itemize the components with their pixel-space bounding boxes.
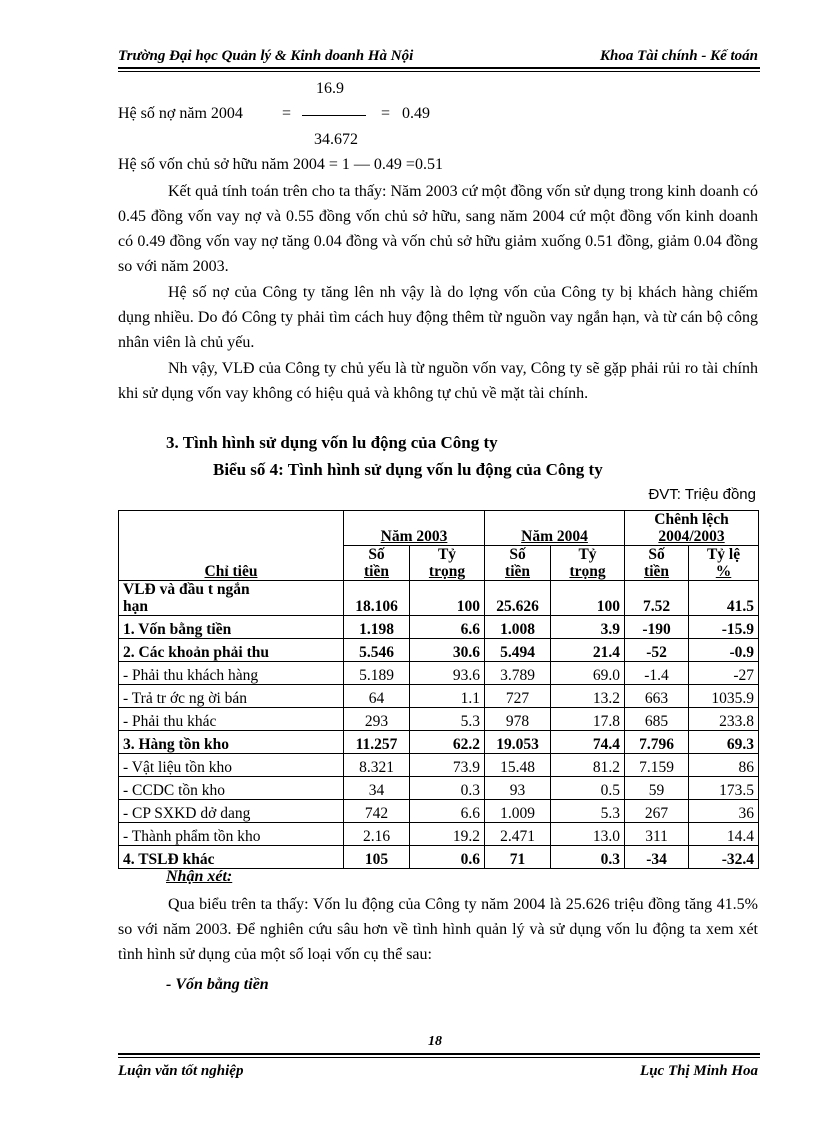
formula-numerator: 16.9 <box>316 80 344 97</box>
cell: 62.2 <box>410 731 485 754</box>
cell: 5.189 <box>344 662 410 685</box>
table-row <box>119 685 759 708</box>
cell: 5.494 <box>485 639 551 662</box>
header-criteria: Chỉ tiêu <box>119 511 344 581</box>
cell: 6.6 <box>410 616 485 639</box>
remarks-paragraph: Qua biểu trên ta thấy: Vốn lu động của Công ty năm 2004 là 25.626 triệu đồng tăng 41.5% so với năm 2003. Để nghiên cứu sâu hơn về tình hình quản lý và sử dụng vốn lu động ta xem xét tình hình sử dụng của một số loại vốn cụ thể sau: <box>118 896 758 963</box>
row-label: - Phải thu khách hàng <box>119 662 344 685</box>
cell: 19.2 <box>410 823 485 846</box>
cell: -1.4 <box>625 662 689 685</box>
cell: 3.9 <box>551 616 625 639</box>
row-label: VLĐ và đầu t ngắn hạn <box>119 581 344 616</box>
row-label: 3. Hàng tồn kho <box>119 731 344 754</box>
cell: 2.471 <box>485 823 551 846</box>
footer-rule <box>118 1053 760 1055</box>
formula-eq2: = <box>381 105 391 122</box>
cell: 13.2 <box>551 685 625 708</box>
cell: 742 <box>344 800 410 823</box>
cell: 71 <box>485 846 551 869</box>
row-label: 4. TSLĐ khác <box>119 846 344 869</box>
cell: 11.257 <box>344 731 410 754</box>
cell: 727 <box>485 685 551 708</box>
remarks-title: Nhận xét: <box>166 868 233 885</box>
formula-denominator: 34.672 <box>314 131 358 148</box>
paragraph-1: Kết quả tính toán trên cho ta thấy: Năm 2003 cứ một đồng vốn sử dụng trong kinh doanh có 0.45 đồng vốn vay nợ và 0.55 đồng vốn chủ sở hữu, sang năm 2004 cứ một đồng vốn kinh doanh có 0.49 đồng vốn vay nợ tăng 0.04 đồng và vốn chủ sở hữu giảm xuống 0.51 đồng, giảm 0.04 đồng so với năm 2003. <box>118 183 758 275</box>
cell: -190 <box>625 616 689 639</box>
cell: 5.3 <box>410 708 485 731</box>
cell: 233.8 <box>689 708 759 731</box>
sub-ratio-2003: Tỷ trọng <box>410 546 485 581</box>
sub-amount-2004: Số tiền <box>485 546 551 581</box>
row-label: - Vật liệu tồn kho <box>119 754 344 777</box>
formula-label: Hệ số nợ năm 2004 <box>118 105 243 122</box>
cell: 1.198 <box>344 616 410 639</box>
cell: 311 <box>625 823 689 846</box>
row-label: - CCDC tồn kho <box>119 777 344 800</box>
header-year-2003: Năm 2003 <box>344 511 485 546</box>
cell: 1.1 <box>410 685 485 708</box>
paragraph-2: Hệ số nợ của Công ty tăng lên nh vậy là do lợng vốn của Công ty bị khách hàng chiếm dụng nhiều. Do đó Công ty phải tìm cách huy động thêm từ nguồn vay ngắn hạn, và từ cán bộ công nhân viên là chủ yếu. <box>118 284 758 351</box>
page-number: 18 <box>428 1034 442 1049</box>
table-row <box>119 823 759 846</box>
cell: 105 <box>344 846 410 869</box>
table-title: Biểu số 4: Tình hình sử dụng vốn lu động của Công ty <box>213 460 603 479</box>
table-row <box>119 708 759 731</box>
cell: 173.5 <box>689 777 759 800</box>
sub-pct-diff: Tỷ lệ % <box>689 546 759 581</box>
footer-thesis: Luận văn tốt nghiệp <box>118 1063 244 1079</box>
cell: 3.789 <box>485 662 551 685</box>
section-heading: 3. Tình hình sử dụng vốn lu động của Công ty <box>166 433 498 452</box>
cell: 41.5 <box>689 581 759 616</box>
table-row <box>119 754 759 777</box>
footer-author: Lục Thị Minh Hoa <box>640 1063 758 1079</box>
fraction-bar <box>302 115 366 116</box>
cell: 5.3 <box>551 800 625 823</box>
cell: 14.4 <box>689 823 759 846</box>
cell: 69.0 <box>551 662 625 685</box>
row-label: - CP SXKD dở dang <box>119 800 344 823</box>
header-difference: Chênh lệch 2004/2003 <box>625 511 759 546</box>
cell: 1.008 <box>485 616 551 639</box>
row-label: 1. Vốn bằng tiền <box>119 616 344 639</box>
sub-ratio-2004: Tỷ trọng <box>551 546 625 581</box>
header-school: Trường Đại học Quản lý & Kinh doanh Hà Nội <box>118 48 414 64</box>
cell: 1035.9 <box>689 685 759 708</box>
cell: -32.4 <box>689 846 759 869</box>
cell: 2.16 <box>344 823 410 846</box>
formula-result: 0.49 <box>402 105 430 122</box>
cell: 100 <box>410 581 485 616</box>
cell: 7.159 <box>625 754 689 777</box>
sub-amount-2003: Số tiền <box>344 546 410 581</box>
cell: 73.9 <box>410 754 485 777</box>
cell: 663 <box>625 685 689 708</box>
cell: 293 <box>344 708 410 731</box>
row-label: 2. Các khoản phải thu <box>119 639 344 662</box>
cell: -27 <box>689 662 759 685</box>
row-label: - Trả tr ớc ng ời bán <box>119 685 344 708</box>
footer-rule-thin <box>118 1057 760 1058</box>
cell: 0.3 <box>551 846 625 869</box>
cell: 100 <box>551 581 625 616</box>
cell: 74.4 <box>551 731 625 754</box>
table-row <box>119 639 759 662</box>
cell: 18.106 <box>344 581 410 616</box>
table-row <box>119 616 759 639</box>
formula-eq1: = <box>282 105 292 122</box>
cell: 1.009 <box>485 800 551 823</box>
equity-ratio-line: Hệ số vốn chủ sở hữu năm 2004 = 1 — 0.49 =0.51 <box>118 156 443 173</box>
cell: 15.48 <box>485 754 551 777</box>
cell: -52 <box>625 639 689 662</box>
cell: 36 <box>689 800 759 823</box>
header-year-2004: Năm 2004 <box>485 511 625 546</box>
cell: 59 <box>625 777 689 800</box>
working-capital-table <box>118 510 759 869</box>
cell: 69.3 <box>689 731 759 754</box>
cell: 17.8 <box>551 708 625 731</box>
header-faculty: Khoa Tài chính - Kế toán <box>600 48 758 64</box>
bullet-cash: - Vốn bằng tiền <box>166 976 269 993</box>
cell: 93 <box>485 777 551 800</box>
cell: -15.9 <box>689 616 759 639</box>
cell: 7.52 <box>625 581 689 616</box>
cell: -0.9 <box>689 639 759 662</box>
cell: 0.3 <box>410 777 485 800</box>
table-row <box>119 731 759 754</box>
table-row <box>119 777 759 800</box>
cell: 6.6 <box>410 800 485 823</box>
cell: 25.626 <box>485 581 551 616</box>
row-label: - Thành phẩm tồn kho <box>119 823 344 846</box>
cell: 0.6 <box>410 846 485 869</box>
cell: 685 <box>625 708 689 731</box>
header-rule <box>118 67 760 69</box>
row-label: - Phải thu khác <box>119 708 344 731</box>
table-row <box>119 846 759 869</box>
cell: 8.321 <box>344 754 410 777</box>
table-row-total <box>119 581 759 616</box>
cell: 19.053 <box>485 731 551 754</box>
cell: 0.5 <box>551 777 625 800</box>
unit-label: ĐVT: Triệu đồng <box>648 486 756 503</box>
cell: 93.6 <box>410 662 485 685</box>
table-row <box>119 800 759 823</box>
cell: 5.546 <box>344 639 410 662</box>
cell: 267 <box>625 800 689 823</box>
table-row <box>119 662 759 685</box>
cell: 34 <box>344 777 410 800</box>
cell: 978 <box>485 708 551 731</box>
cell: 7.796 <box>625 731 689 754</box>
cell: 64 <box>344 685 410 708</box>
cell: 81.2 <box>551 754 625 777</box>
cell: 86 <box>689 754 759 777</box>
cell: 21.4 <box>551 639 625 662</box>
cell: -34 <box>625 846 689 869</box>
sub-amount-diff: Số tiền <box>625 546 689 581</box>
header-rule-thin <box>118 71 760 72</box>
cell: 13.0 <box>551 823 625 846</box>
cell: 30.6 <box>410 639 485 662</box>
paragraph-3: Nh vậy, VLĐ của Công ty chủ yếu là từ nguồn vốn vay, Công ty sẽ gặp phải rủi ro tài chính khi sử dụng vốn vay không có hiệu quả và không tự chủ về mặt tài chính. <box>118 360 758 402</box>
